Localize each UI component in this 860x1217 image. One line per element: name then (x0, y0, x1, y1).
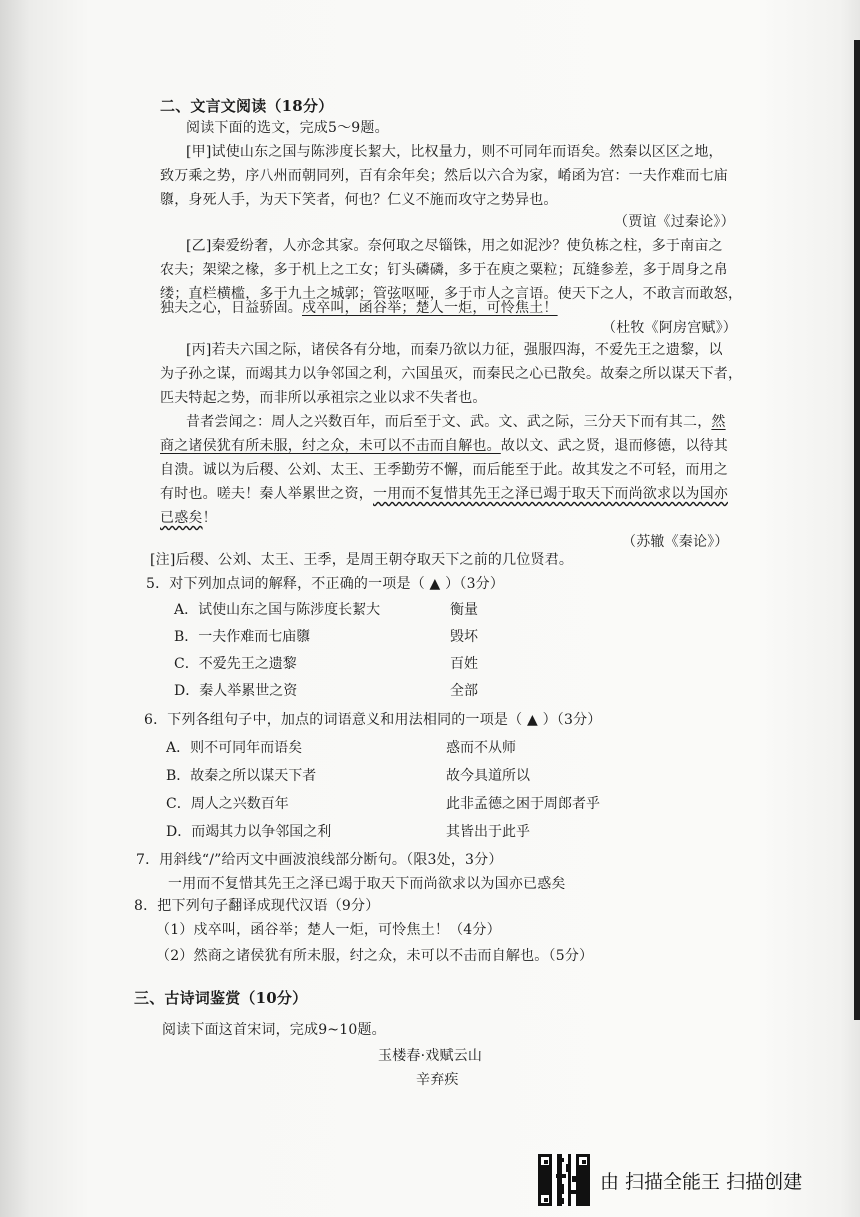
passage-bing2-line-1-plain: 昔者尝闻之：周人之兴数百年，而后至于文、武。文、武之际，三分天下而有其二， (186, 414, 712, 430)
passage-bing2-wavy-end: 已惑矣 (160, 510, 203, 526)
qr-finder-top-left (538, 1154, 552, 1168)
passage-yi-line-1: [乙]秦爱纷奢，人亦念其家。奈何取之尽锱铢，用之如泥沙？使负栋之柱，多于南亩之 (186, 238, 723, 254)
qr-finder-bottom-left (538, 1192, 552, 1206)
qr-module (556, 1174, 566, 1178)
passage-bing-source: （苏辙《秦论》） (622, 534, 729, 550)
q6-option-c-compare: 此非孟德之困于周郎者乎 (446, 796, 600, 812)
q6-option-d: D．而竭其力以争邻国之利 (166, 824, 332, 840)
q6-option-a: A．则不可同年而语矣 (166, 740, 303, 756)
question-7-text: 一用而不复惜其先王之泽已竭于取天下而尚欲求以为国亦已惑矣 (168, 876, 566, 892)
passage-yi-line-3: 缕；直栏横槛，多于九土之城郭；管弦呕哑，多于市人之言语。使天下之人，不敢言而敢怒， (160, 286, 743, 302)
section3-title: 三、古诗词鉴赏（10分） (134, 989, 308, 1007)
q5-option-d-meaning: 全部 (450, 683, 478, 699)
q5-option-c: C．不爱先王之遗黎 (174, 656, 297, 672)
passage-yi-source: （杜牧《阿房宫赋》） (602, 320, 737, 336)
passage-yi-line-2: 农夫；架梁之椽，多于机上之工女；钉头磷磷，多于在庾之粟粒；瓦缝参差，多于周身之帛 (160, 262, 728, 278)
q6-option-a-compare: 惑而不从师 (446, 740, 516, 756)
watermark-text: 由 扫描全能王 扫描创建 (600, 1170, 803, 1193)
q5-option-c-meaning: 百姓 (450, 656, 478, 672)
passage-yi-line-4-plain: 独夫之心，日益骄固。 (160, 300, 302, 316)
poem-title: 玉楼春·戏赋云山 (378, 1048, 483, 1064)
qr-module (578, 1198, 586, 1204)
question-6-stem: 6．下列各组句子中，加点的词语意义和用法相同的一项是（ ▲ ）（3分） (144, 712, 602, 728)
question-8-stem: 8．把下列句子翻译成现代汉语（9分） (134, 898, 380, 914)
q6-option-b: B．故秦之所以谋天下者 (166, 768, 317, 784)
section2-title: 二、文言文阅读（18分） (160, 97, 334, 115)
passage-bing2-line-2-plain: 故以文、武之贤，退而修德，以待其 (500, 438, 729, 454)
passage-bing2-line-5-end: ！ (202, 510, 217, 526)
passage-jia-source: （贾谊《过秦论》） (614, 214, 735, 230)
passage-jia-line-2: 致万乘之势，序八州而朝同列，百有余年矣；然后以六合为家，崤函为宫：一夫作难而七庙 (160, 168, 728, 184)
qr-module (566, 1164, 570, 1172)
q5-option-a-meaning: 衡量 (450, 602, 478, 618)
passage-yi-line-4 (160, 298, 558, 318)
question-8-item-2: （2）然商之诸侯犹有所未服，纣之众，未可以不击而自解也。（5分） (156, 948, 594, 964)
q5-option-b: B．一夫作难而七庙隳 (174, 629, 311, 645)
page-edge-shadow (854, 40, 860, 1020)
section3-instruction: 阅读下面这首宋词，完成9~10题。 (162, 1022, 386, 1038)
passage-jia-line-1: [甲]试使山东之国与陈涉度长絜大，比权量力，则不可同年而语矣。然秦以区区之地， (186, 144, 723, 160)
qr-finder-top-right (576, 1154, 590, 1168)
passage-note: [注]后稷、公刘、太王、王季，是周王朝夺取天下之前的几位贤君。 (150, 552, 574, 568)
passage-bing2-underlined-sentence: 商之诸侯犹有所未服，纣之众，未可以不击而自解也。 (160, 438, 501, 454)
qr-module (572, 1176, 580, 1182)
qr-module (568, 1190, 580, 1194)
passage-bing2-line-1 (186, 412, 726, 432)
question-7-stem: 7．用斜线“/”给丙文中画波浪线部分断句。（限3处，3分） (136, 852, 503, 868)
question-5-stem: 5．对下列加点词的解释，不正确的一项是（ ▲ ）（3分） (146, 576, 505, 592)
passage-bing2-wavy-sentence: 一用而不复惜其先王之泽已竭于取天下而尚欲求以为国亦 (373, 486, 728, 502)
passage-bing-line-2: 为子孙之谋，而竭其力以争邻国之利，六国虽灭，而秦民之心已散矣。故秦之所以谋天下者， (160, 366, 743, 382)
passage-jia-line-3: 隳，身死人手，为天下笑者，何也？仁义不施而攻守之势异也。 (160, 192, 558, 208)
qr-code-icon (538, 1154, 590, 1206)
passage-bing2-line-4-plain: 有时也。嗟夫！秦人举累世之资， (160, 486, 373, 502)
passage-bing-line-1: [丙]若夫六国之际，诸侯各有分地，而秦乃欲以力征，强服四海，不爱先王之遗黎，以 (186, 342, 723, 358)
question-8-item-1: （1）戍卒叫，函谷举；楚人一炬，可怜焦土！（4分） (156, 922, 501, 938)
passage-yi-underlined-sentence: 戍卒叫，函谷举；楚人一炬，可怜焦土！ (302, 300, 558, 316)
q6-option-d-compare: 其皆出于此乎 (446, 824, 530, 840)
scanner-watermark (538, 1150, 802, 1210)
passage-bing2-line-2 (160, 436, 728, 456)
passage-bing2-line-3: 自溃。诚以为后稷、公刘、太王、王季勤劳不懈，而后能至于此。故其发之不可轻，而用之 (160, 462, 728, 478)
qr-module (558, 1198, 564, 1204)
qr-module (560, 1184, 564, 1194)
passage-bing2-underline-start: 然 (711, 414, 726, 430)
q6-option-b-compare: 故今具道所以 (446, 768, 530, 784)
passage-bing2-line-4 (160, 484, 728, 504)
q5-option-b-meaning: 毁坏 (450, 629, 478, 645)
poem-author: 辛弃疾 (416, 1072, 459, 1088)
section2-instruction: 阅读下面的选文，完成5～9题。 (186, 120, 389, 136)
passage-bing2-line-5 (160, 508, 217, 528)
q5-option-a: A．试使山东之国与陈涉度长絜大 (174, 602, 381, 618)
passage-bing-line-3: 匹夫特起之势，而非所以承祖宗之业以求不失者也。 (160, 390, 487, 406)
qr-module (558, 1158, 564, 1162)
q6-option-c: C．周人之兴数百年 (166, 796, 289, 812)
q5-option-d: D．秦人举累世之资 (174, 683, 298, 699)
